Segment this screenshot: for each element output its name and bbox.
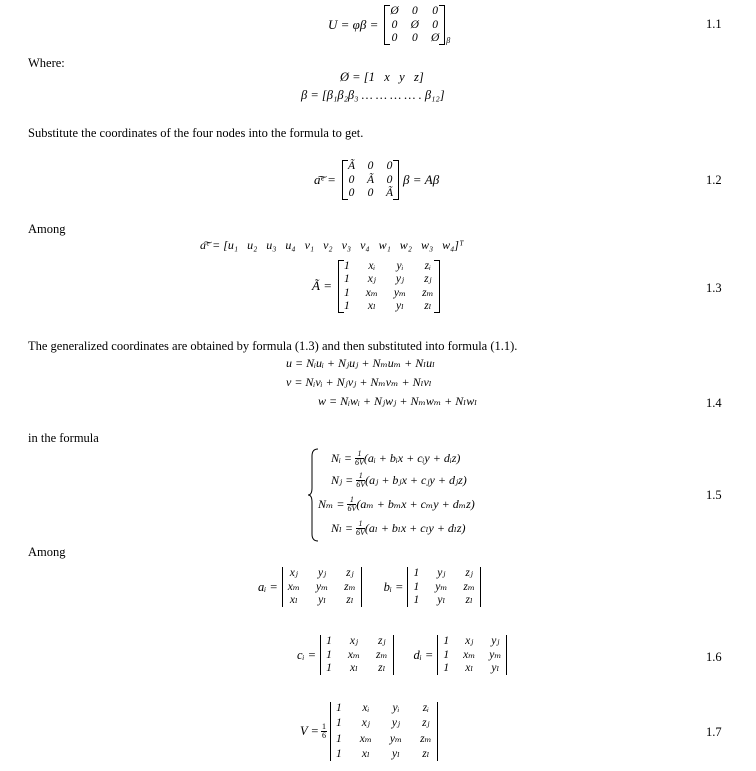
determinant-cell: 1 [443,648,450,661]
matrix-cell: yₘ [393,286,407,299]
eq-1-4-line-w: w = Nᵢwᵢ + Nⱼwⱼ + Nₘwₘ + Nₗwₗ [318,394,478,408]
matrix-cell: zₘ [422,286,434,299]
matrix-cell: 0 [386,173,393,186]
determinant-cell: xᵢ [362,701,370,714]
matrix-cell: 1 [343,259,350,272]
determinant-cell: yₗ [392,748,400,760]
equation-number-1-2: 1.2 [706,173,722,187]
equation-number-1-4: 1.4 [706,396,722,410]
determinant-cell: xₘ [359,732,372,745]
determinant-cell: 1 [326,662,332,675]
determinant-cell: yᵢ [392,701,400,714]
matrix-cell: yᵢ [396,259,404,272]
matrix-cell: xᵢ [368,259,376,272]
matrix-cell: 1 [343,286,350,299]
matrix-cell: zₗ [424,300,432,312]
eq-1-5-fraction [347,496,356,513]
matrix-cell: Ø [430,32,440,45]
among-label-2: Among [28,545,66,559]
matrix-cell: 0 [391,32,398,45]
matrix-cell: zⱼ [424,273,432,285]
eq-1-5-frac-num: 1 [355,450,364,459]
determinant-cell: zₗ [422,748,430,760]
eq-1-6-b-lhs: bᵢ = [383,579,404,594]
matrix-cell: 0 [348,173,355,186]
eq-1-6-b-det [407,567,480,607]
eq-1-5-brace [308,448,320,542]
eq-1-5-rhs: (aₗ + bₗx + cₗy + dₗz) [364,521,466,535]
determinant-cell: zₗ [378,662,386,675]
determinant-cell: xⱼ [349,635,358,648]
determinant-cell: 1 [413,567,420,580]
determinant-cell: 1 [443,662,450,675]
eq-1-5-frac-den: 6V [347,504,357,513]
eq-1-7-lhs: V = [300,723,319,738]
eq-1-5-line [331,450,460,467]
eq-1-6-c-det [320,635,393,675]
determinant-cell: xₘ [347,648,361,661]
eq-1-7-fraction [321,723,327,740]
eq-1-4-line-u: u = Nᵢuᵢ + Nⱼuⱼ + Nₘuₘ + Nₗuₗ [286,356,436,370]
eq-1-6-d-lhs: dᵢ = [413,647,434,662]
eq-1-5-lhs: Nⱼ = [331,473,354,487]
equation-1-3 [312,256,440,316]
eq-1-5-frac-num: 1 [356,520,365,529]
matrix-cell: Ã [386,187,394,200]
determinant-cell: 1 [335,701,342,714]
equation-number-1-3: 1.3 [706,281,722,295]
among-label-1: Among [28,222,66,236]
matrix-cell: yⱼ [395,273,405,285]
beta-definition: β = [β₁β₂β₃ … … … … . β₁₂] [301,88,445,102]
determinant-cell: zⱼ [422,717,430,729]
eq-1-5-fraction [356,472,365,489]
determinant-cell: xₗ [361,748,370,760]
matrix-cell: xₗ [367,300,376,312]
determinant-cell: xₘ [287,580,300,593]
eq-1-5-frac-den: 6V [355,458,364,467]
determinant-cell: zⱼ [465,567,473,580]
determinant-cell: yₘ [315,580,329,593]
determinant-cell: xₗ [289,594,298,607]
eq-1-5-frac-num: 1 [356,472,365,481]
eq-1-3-lhs: Ã = [312,278,332,293]
eq-1-2-lhs: a͠ᵉ = [314,172,336,187]
eq-1-6-a-lhs: aᵢ = [258,579,278,594]
substitute-text: Substitute the coordinates of the four nodes into the formula to get. [28,126,364,140]
phi-definition: Ø = [1 x y z] [340,70,424,84]
determinant-cell: yₘ [489,648,502,661]
eq-1-1-lhs: U = φβ = [328,17,379,32]
eq-1-5-frac-den: 6V [356,480,366,489]
matrix-cell: 1 [343,273,350,285]
determinant-cell: zⱼ [378,635,386,648]
determinant-cell: zₘ [420,732,432,745]
matrix-cell: 0 [432,5,439,18]
eq-1-7-frac-num: 1 [321,721,326,731]
determinant-cell: xⱼ [289,567,298,580]
determinant-cell: yₘ [389,732,403,745]
determinant-cell: yⱼ [391,717,401,729]
equation-1-6-ab [258,562,481,612]
matrix-cell: 0 [432,18,439,31]
eq-1-5-rhs: (aₘ + bₘx + cₘy + dₘz) [356,497,475,511]
determinant-cell: xⱼ [361,717,370,729]
eq-1-7-det [330,702,438,761]
determinant-cell: yⱼ [317,567,327,580]
matrix-cell: xⱼ [367,273,376,285]
eq-1-5-lhs: Nₗ = [331,521,354,535]
matrix-cell: Ø [410,18,419,31]
matrix-cell: 0 [411,5,418,18]
matrix-cell: 1 [343,300,350,312]
eq-1-5-frac-den: 6V [356,528,365,537]
matrix-cell: Ã [347,160,355,173]
determinant-cell: 1 [335,748,342,760]
determinant-cell: 1 [413,594,420,607]
matrix-cell: 0 [367,187,374,200]
eq-1-5-lhs: Nₘ = [318,497,345,511]
equation-number-1-6: 1.6 [706,650,722,664]
matrix-cell: 0 [367,160,374,173]
determinant-cell: xₗ [349,662,358,675]
determinant-cell: yₗ [491,662,500,675]
eq-1-5-frac-num: 1 [347,496,356,505]
determinant-cell: 1 [335,717,342,729]
determinant-cell: yₗ [437,594,446,607]
matrix-cell: 0 [386,160,393,173]
determinant-cell: 1 [326,635,332,648]
in-formula-label: in the formula [28,431,99,445]
generalized-text: The generalized coordinates are obtained by formula (1.3) and then substituted into formula (1.1). [28,339,518,353]
matrix-cell: 0 [348,187,355,200]
determinant-cell: zᵢ [422,701,429,714]
matrix-cell: Ø [390,5,399,18]
equation-1-7 [300,698,438,764]
matrix-cell: zᵢ [424,259,431,272]
determinant-cell: 1 [326,648,332,661]
equation-1-2 [314,158,439,202]
equation-1-6-cd [297,630,507,680]
eq-1-3-matrix [338,260,440,313]
eq-1-5-rhs: (aᵢ + bᵢx + cᵢy + dᵢz) [363,451,461,465]
eq-1-2-rhs: β = Aβ [403,172,440,187]
equation-number-1-7: 1.7 [706,725,722,739]
where-label: Where: [28,56,65,70]
eq-1-1-matrix [384,5,445,45]
eq-1-5-lhs: Nᵢ = [331,451,352,465]
determinant-cell: yₗ [318,594,326,607]
matrix-cell: 0 [391,18,398,31]
eq-1-4-line-v: v = Nᵢvᵢ + Nⱼvⱼ + Nₘvₘ + Nₗvₗ [286,375,432,389]
eq-1-5-fraction [355,450,364,467]
determinant-cell: zₘ [344,580,356,593]
equation-number-1-1: 1.1 [706,17,722,31]
equation-1-1 [328,5,450,45]
determinant-cell: zₗ [465,594,473,607]
equation-number-1-5: 1.5 [706,488,722,502]
determinant-cell: zₘ [376,648,388,661]
eq-1-5-fraction [356,520,365,537]
matrix-cell: yₗ [396,300,404,312]
determinant-cell: zₘ [463,580,475,593]
determinant-cell: yⱼ [437,567,446,580]
determinant-cell: 1 [413,580,420,593]
eq-1-6-d-det [437,635,507,675]
eq-1-2-matrix [342,160,399,200]
determinant-cell: 1 [443,635,450,648]
determinant-cell: zⱼ [346,567,354,580]
determinant-cell: yⱼ [491,635,500,648]
ae-vector: a͠ᵉ = [u₁ u₂ u₃ u₄ v₁ v₂ v₃ v₄ w₁ w₂ w₃ w₄]ᵀ [200,238,464,252]
eq-1-7-frac-den: 6 [321,730,326,740]
eq-1-6-c-lhs: cᵢ = [297,647,317,662]
determinant-cell: yₘ [435,580,448,593]
matrix-cell: 0 [411,32,418,45]
eq-1-6-a-det [282,567,362,607]
matrix-cell: Ã [366,173,374,186]
left-brace-icon [308,448,320,542]
determinant-cell: 1 [335,732,342,745]
matrix-cell: xₘ [365,286,378,299]
determinant-cell: xⱼ [465,635,474,648]
eq-1-5-line [318,496,475,513]
eq-1-5-line [331,472,467,489]
determinant-cell: xₗ [465,662,474,675]
determinant-cell: xₘ [463,648,476,661]
eq-1-5-rhs: (aⱼ + bⱼx + cⱼy + dⱼz) [365,473,467,487]
eq-1-5-line [331,520,466,537]
determinant-cell: zₗ [346,594,354,607]
eq-1-1-subscript: β [446,36,451,45]
